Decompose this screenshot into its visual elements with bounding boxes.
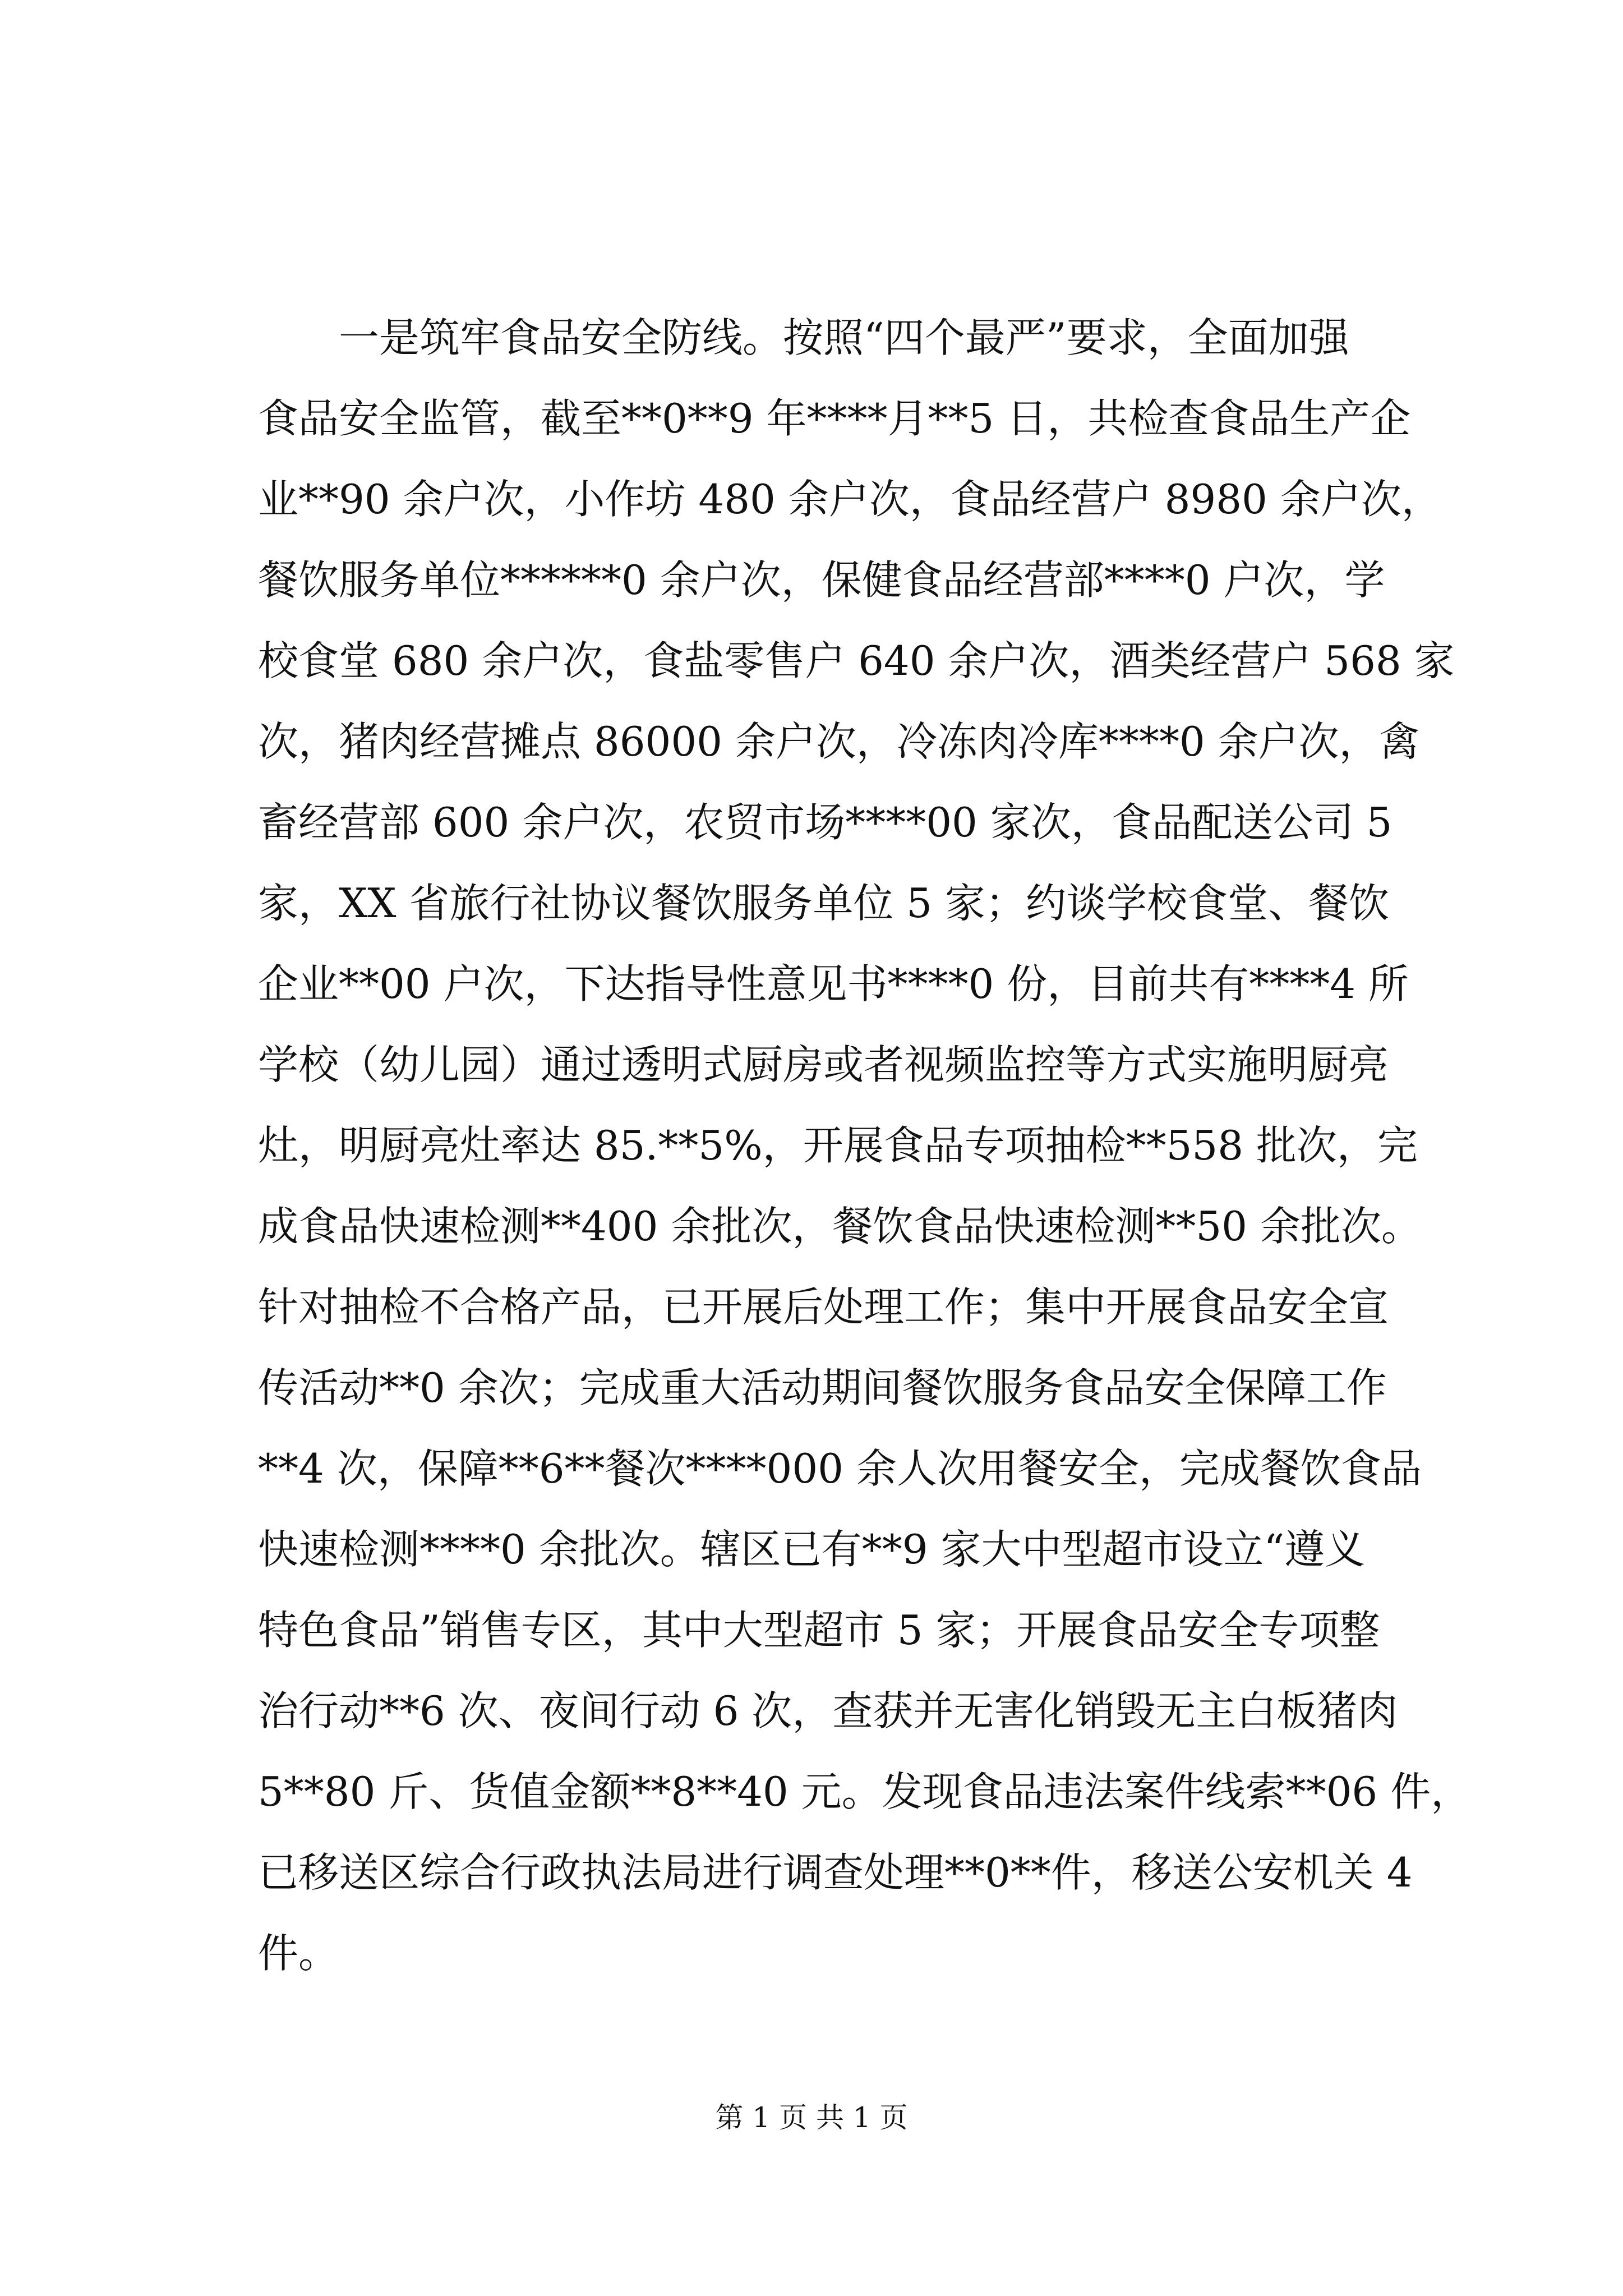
paragraph-line: **4 次，保障**6**餐次****000 余人次用餐安全，完成餐饮食品 bbox=[258, 1445, 1422, 1492]
paragraph-line: 已移送区综合行政执法局进行调查处理**0**件，移送公安机关 4 bbox=[258, 1849, 1413, 1896]
paragraph-line: 学校（幼儿园）通过透明式厨房或者视频监控等方式实施明厨亮 bbox=[258, 1041, 1389, 1088]
paragraph-line: 传活动**0 余次；完成重大活动期间餐饮服务食品安全保障工作 bbox=[258, 1364, 1387, 1411]
paragraph-line: 校食堂 680 余户次，食盐零售户 640 余户次，酒类经营户 568 家 bbox=[258, 637, 1455, 684]
paragraph-line: 5**80 斤、货值金额**8**40 元。发现食品违法案件线索**06 件， bbox=[258, 1768, 1472, 1815]
paragraph-line: 企业**00 户次，下达指导性意见书****0 份，目前共有****4 所 bbox=[258, 960, 1409, 1007]
paragraph-line: 快速检测****0 余批次。辖区已有**9 家大中型超市设立“遵义 bbox=[258, 1526, 1366, 1573]
paragraph-line: 食品安全监管，截至**0**9 年****月**5 日，共检查食品生产企 bbox=[258, 395, 1411, 442]
paragraph-line: 件。 bbox=[258, 1930, 339, 1977]
paragraph-line: 针对抽检不合格产品，已开展后处理工作；集中开展食品安全宣 bbox=[258, 1283, 1389, 1331]
paragraph-line: 餐饮服务单位******0 余户次，保健食品经营部****0 户次，学 bbox=[258, 556, 1385, 604]
paragraph-line: 灶，明厨亮灶率达 85.**5%，开展食品专项抽检**558 批次，完 bbox=[258, 1122, 1418, 1169]
paragraph-line: 家，XX 省旅行社协议餐饮服务单位 5 家；约谈学校食堂、餐饮 bbox=[258, 880, 1389, 927]
paragraph-line: 成食品快速检测**400 余批次，餐饮食品快速检测**50 余批次。 bbox=[258, 1203, 1422, 1250]
paragraph-line: 治行动**6 次、夜间行动 6 次，查获并无害化销毁无主白板猪肉 bbox=[258, 1687, 1398, 1734]
paragraph-line: 畜经营部 600 余户次，农贸市场****00 家次，食品配送公司 5 bbox=[258, 799, 1393, 846]
paragraph-line: 业**90 余户次，小作坊 480 余户次，食品经营户 8980 余户次， bbox=[258, 476, 1442, 523]
paragraph-line: 特色食品”销售专区，其中大型超市 5 家；开展食品安全专项整 bbox=[258, 1607, 1380, 1654]
page-number-footer: 第 1 页 共 1 页 bbox=[715, 2101, 908, 2134]
paragraph-line: 次，猪肉经营摊点 86000 余户次，冷冻肉冷库****0 余户次，禽 bbox=[258, 718, 1420, 765]
paragraph-line: 一是筑牢食品安全防线。按照“四个最严”要求，全面加强 bbox=[339, 314, 1349, 361]
body-paragraph bbox=[258, 297, 1472, 1994]
